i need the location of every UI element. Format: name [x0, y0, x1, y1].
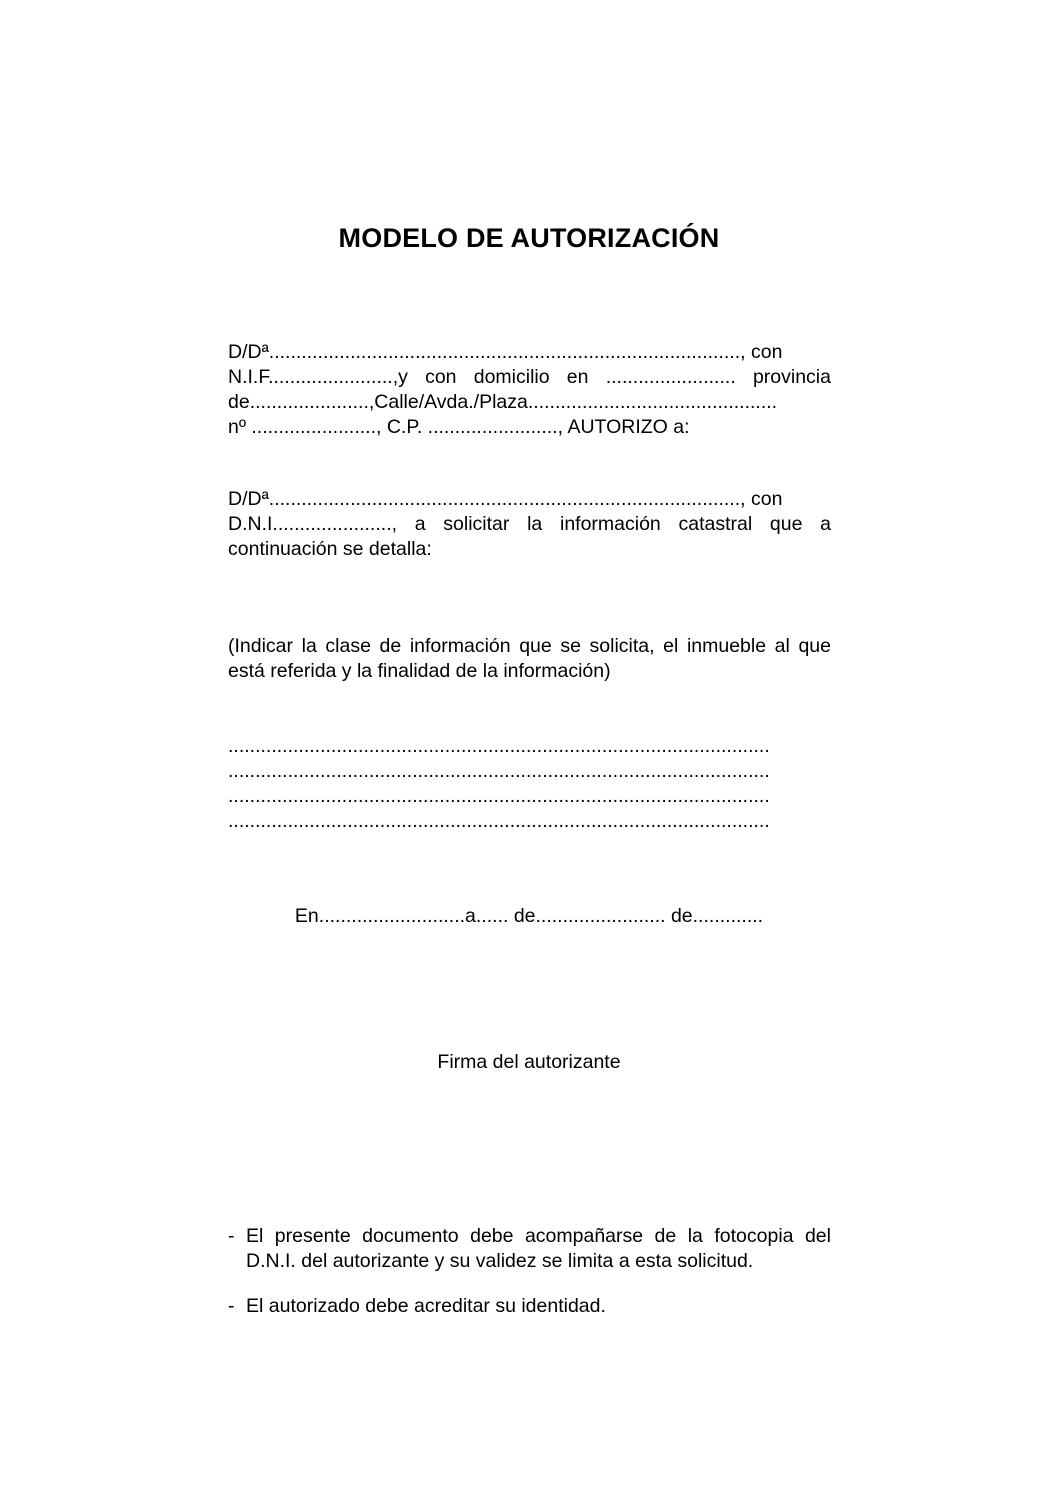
blank-line: .................................................................................................... — [228, 735, 770, 757]
instruction-text: (Indicar la clase de información que se solicita, el inmueble al que está referida y la finalidad de la información) — [228, 635, 831, 682]
authorizer-line-nif: N.I.F.......................,y con domicilio en ........................ provincia — [228, 366, 831, 388]
blank-line: .................................................................................................... — [228, 785, 770, 807]
blank-line: .................................................................................................... — [228, 760, 770, 782]
note-text: El autorizado debe acreditar su identidad. — [246, 1295, 606, 1317]
authorizer-line-name: D/Dª......................................................................................., con — [228, 341, 783, 363]
authorized-line-dni: D.N.I......................, a solicitar la información catastral que a — [228, 513, 831, 535]
blank-lines-section — [228, 734, 831, 834]
authorized-section — [228, 487, 831, 562]
authorizer-line-address: de......................,Calle/Avda./Plaza.............................................. — [228, 391, 778, 413]
signature-label: Firma del autorizante — [437, 1051, 621, 1073]
authorizer-section — [228, 340, 831, 440]
authorized-line-detail: continuación se detalla: — [228, 538, 432, 560]
authorized-line-name: D/Dª......................................................................................., con — [228, 488, 783, 510]
note-item — [228, 1294, 831, 1319]
note-dash: - — [228, 1295, 235, 1317]
date-line: En...........................a...... de........................ de............. — [294, 905, 764, 927]
note-item — [228, 1224, 831, 1274]
authorizer-line-postal: nº ......................., C.P. ........................, AUTORIZO a: — [228, 416, 690, 438]
note-text: El presente documento debe acompañarse de la fotocopia del D.N.I. del autorizante y su validez se limita a esta solicitud. — [246, 1225, 831, 1272]
document-title: MODELO DE AUTORIZACIÓN — [338, 223, 720, 253]
note-dash: - — [228, 1225, 235, 1247]
blank-line: .................................................................................................... — [228, 810, 770, 832]
